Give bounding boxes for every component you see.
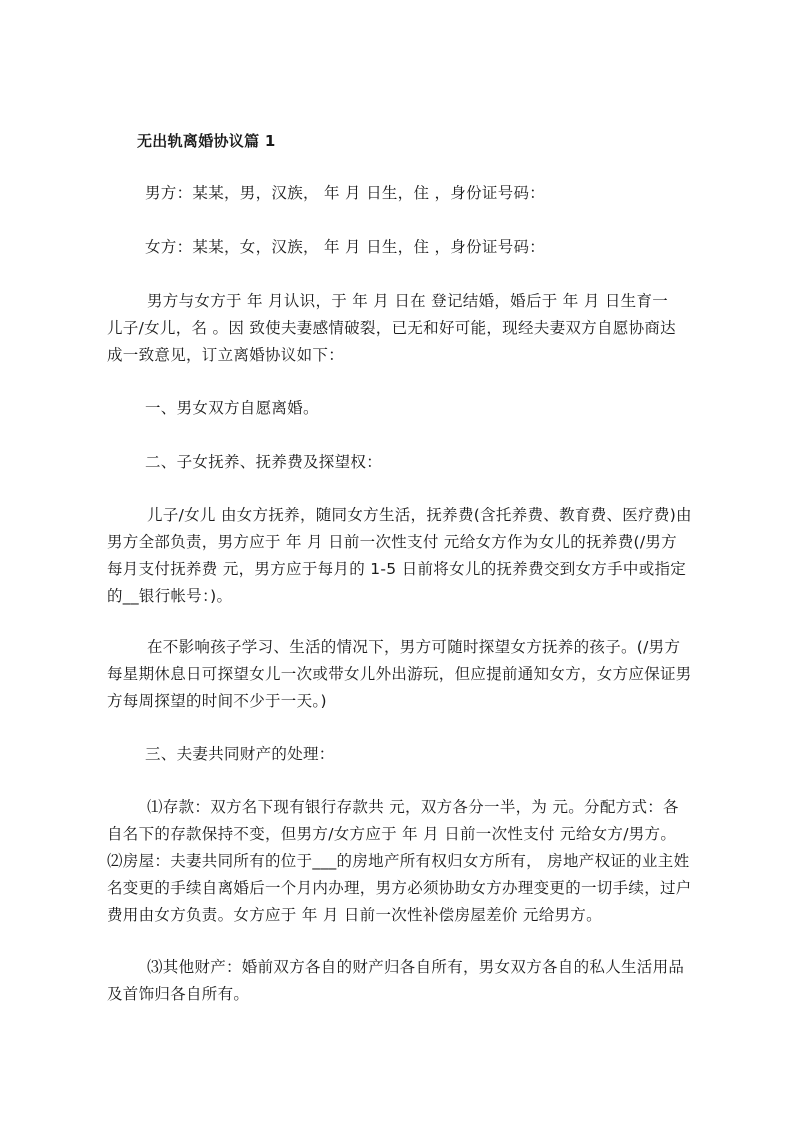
other-property-line-2: 及首饰归各自所有。 [107, 985, 250, 1003]
property-line-3: ⑵房屋：夫妻共同所有的位于___的房地产所有权归女方所有， 房地产权证的业主姓 [107, 852, 690, 870]
custody-line-4: 的__银行帐号：)。 [107, 587, 233, 605]
female-party-line: 女方：某某，女，汉族， 年 月 日生，住 ，身份证号码： [145, 238, 546, 256]
male-party-line: 男方：某某，男，汉族， 年 月 日生，住 ，身份证号码： [145, 184, 546, 202]
custody-line-1: 儿子/女儿 由女方抚养，随同女方生活，抚养费(含托养费、教育费、医疗费)由 [147, 506, 692, 524]
custody-line-2: 男方全部负责，男方应于 年 月 日前一次性支付 元给女方作为女儿的抚养费(/男方 [107, 533, 677, 551]
intro-line-3: 成一致意见，订立离婚协议如下： [107, 346, 345, 364]
section-1-heading: 一、男女双方自愿离婚。 [145, 399, 319, 417]
visitation-line-1: 在不影响孩子学习、生活的情况下，男方可随时探望女方抚养的孩子。(/男方 [147, 638, 681, 656]
section-3-heading: 三、夫妻共同财产的处理： [145, 745, 335, 763]
property-line-5: 费用由女方负责。女方应于 年 月 日前一次性补偿房屋差价 元给男方。 [107, 906, 602, 924]
section-2-heading: 二、子女抚养、抚养费及探望权： [145, 453, 383, 471]
custody-line-3: 每月支付抚养费 元，男方应于每月的 1-5 日前将女儿的抚养费交到女方手中或指定 [107, 560, 687, 578]
document-title: 无出轨离婚协议篇 1 [137, 132, 276, 150]
intro-line-1: 男方与女方于 年 月认识，于 年 月 日在 登记结婚，婚后于 年 月 日生育一 [147, 292, 669, 310]
property-line-1: ⑴存款：双方名下现有银行存款共 元，双方各分一半，为 元。分配方式：各 [147, 798, 679, 816]
property-line-2: 自名下的存款保持不变，但男方/女方应于 年 月 日前一次性支付 元给女方/男方。 [107, 825, 677, 843]
visitation-line-2: 每星期休息日可探望女儿一次或带女儿外出游玩，但应提前通知女方，女方应保证男 [107, 665, 692, 683]
other-property-line-1: ⑶其他财产：婚前双方各自的财产归各自所有，男女双方各自的私人生活用品 [147, 958, 685, 976]
intro-line-2: 儿子/女儿，名 。因 致使夫妻感情破裂，已无和好可能，现经夫妻双方自愿协商达 [107, 319, 676, 337]
visitation-line-3: 方每周探望的时间不少于一天。) [107, 692, 327, 710]
property-line-4: 名变更的手续自离婚后一个月内办理，男方必须协助女方办理变更的一切手续，过户 [107, 879, 692, 897]
